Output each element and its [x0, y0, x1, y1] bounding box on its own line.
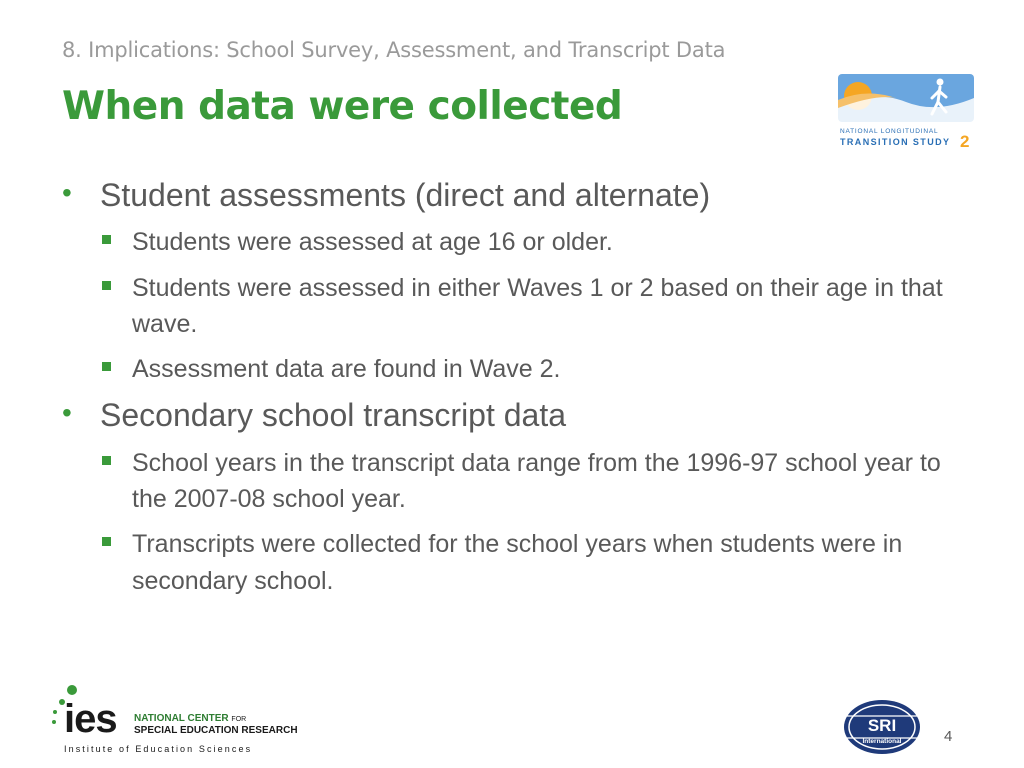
nlts2-logo [836, 72, 976, 152]
bullet-square-icon [102, 362, 111, 371]
bullet-heading: Secondary school transcript data [100, 397, 567, 434]
bullet-level2 [58, 351, 968, 387]
nlts-number: 2 [960, 132, 970, 151]
ies-letters: ies [64, 697, 117, 741]
bullet-text: School years in the transcript data range from the 1996-97 school year to the 2007-08 school year. [132, 448, 941, 514]
bullet-text: Assessment data are found in Wave 2. [132, 355, 561, 384]
sri-text: SRI [867, 716, 897, 735]
bullet-heading: Student assessments (direct and alternate) [100, 177, 711, 213]
bullet-level1 [58, 176, 968, 214]
ies-center-line2: SPECIAL EDUCATION RESEARCH [134, 725, 298, 736]
sri-subtext: International [862, 738, 902, 745]
ies-dot-icon [52, 720, 56, 724]
bullet-text: Transcripts were collected for the school years when students were in secondary school. [132, 530, 903, 595]
ies-institute-line: Institute of Education Sciences [64, 744, 253, 754]
section-label: 8. Implications: School Survey, Assessment, and Transcript Data [62, 38, 726, 62]
bullet-level2 [58, 224, 968, 260]
nlts-line2: TRANSITION STUDY [840, 137, 951, 147]
page-number: 4 [944, 728, 953, 745]
bullet-level1 [58, 396, 968, 434]
bullet-level2 [58, 526, 968, 599]
bullet-square-icon [102, 537, 111, 546]
bullet-level2 [58, 445, 968, 518]
nlts-line1: NATIONAL LONGITUDINAL [840, 128, 939, 135]
ies-center-line1: NATIONAL CENTER FOR [134, 713, 247, 724]
bullet-text: Students were assessed in either Waves 1 or 2 based on their age in that wave. [132, 273, 943, 338]
bullet-level2 [58, 270, 968, 343]
bullet-content [58, 168, 968, 608]
bullet-square-icon [102, 235, 111, 244]
bullet-square-icon [102, 281, 111, 290]
bullet-text: Students were assessed at age 16 or older. [132, 228, 613, 257]
ies-dot-icon [53, 710, 57, 714]
bullet-dot-icon: • [62, 177, 72, 208]
bullet-square-icon [102, 456, 111, 465]
sri-international-logo [842, 698, 924, 758]
bullet-dot-icon: • [62, 397, 72, 429]
ies-ncser-logo [50, 684, 310, 760]
ies-dot-icon [67, 685, 77, 695]
slide-title: When data were collected [62, 84, 623, 129]
